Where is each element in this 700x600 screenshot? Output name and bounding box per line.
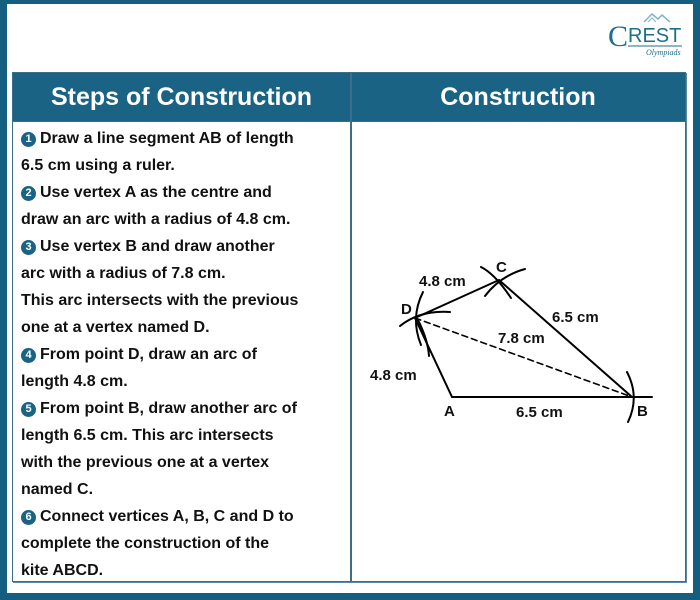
logo-text-rest: REST — [628, 25, 682, 47]
step-number-icon: 1 — [21, 132, 36, 147]
step-number-icon: 3 — [21, 240, 36, 255]
header-steps-of-construction: Steps of Construction — [50, 83, 313, 111]
step-text: complete the construction of the — [21, 535, 270, 552]
step-number-icon: 5 — [21, 402, 36, 417]
step-4 — [21, 341, 349, 395]
label-db: 7.8 cm — [498, 330, 545, 347]
step-text: one at a vertex named D. — [21, 319, 210, 336]
step-text: Draw a line segment AB of length — [40, 130, 294, 147]
step-text: 6.5 cm using a ruler. — [21, 157, 175, 174]
step-text: with the previous one at a vertex — [21, 454, 270, 471]
column-divider — [350, 73, 352, 581]
vertex-label-d: D — [401, 301, 412, 318]
label-ab: 6.5 cm — [516, 404, 563, 421]
vertex-label-a: A — [444, 403, 455, 420]
step-2 — [21, 179, 349, 233]
step-number-icon: 4 — [21, 348, 36, 363]
vertex-label-c: C — [496, 259, 507, 276]
step-1 — [21, 125, 349, 179]
step-6 — [21, 503, 349, 584]
logo-letter-c: C — [608, 20, 629, 53]
step-text: From point D, draw an arc of — [40, 346, 257, 363]
step-text: draw an arc with a radius of 4.8 cm. — [21, 211, 291, 228]
step-text: arc with a radius of 7.8 cm. — [21, 265, 226, 282]
step-text: length 6.5 cm. This arc intersects — [21, 427, 274, 444]
header-construction: Construction — [440, 83, 596, 111]
step-text: From point B, draw another arc of — [40, 400, 297, 417]
step-text: This arc intersects with the previous — [21, 292, 299, 309]
step-3 — [21, 233, 349, 341]
step-number-icon: 6 — [21, 510, 36, 525]
step-text: named C. — [21, 481, 94, 498]
step-text: Connect vertices A, B, C and D to — [40, 508, 294, 525]
step-text: kite ABCD. — [21, 562, 104, 579]
steps-list — [21, 125, 349, 584]
step-number-icon: 2 — [21, 186, 36, 201]
crest-olympiads-logo — [606, 8, 688, 60]
step-5 — [21, 395, 349, 503]
vertex-label-b: B — [637, 403, 648, 420]
label-da: 4.8 cm — [370, 367, 417, 384]
label-bc: 6.5 cm — [552, 309, 599, 326]
label-cd: 4.8 cm — [419, 273, 466, 290]
construction-table — [12, 72, 686, 582]
step-text: Use vertex B and draw another — [40, 238, 275, 255]
logo-tagline: Olympiads — [646, 48, 681, 57]
step-text: length 4.8 cm. — [21, 373, 128, 390]
step-text: Use vertex A as the centre and — [40, 184, 272, 201]
table-header-row — [13, 73, 685, 122]
